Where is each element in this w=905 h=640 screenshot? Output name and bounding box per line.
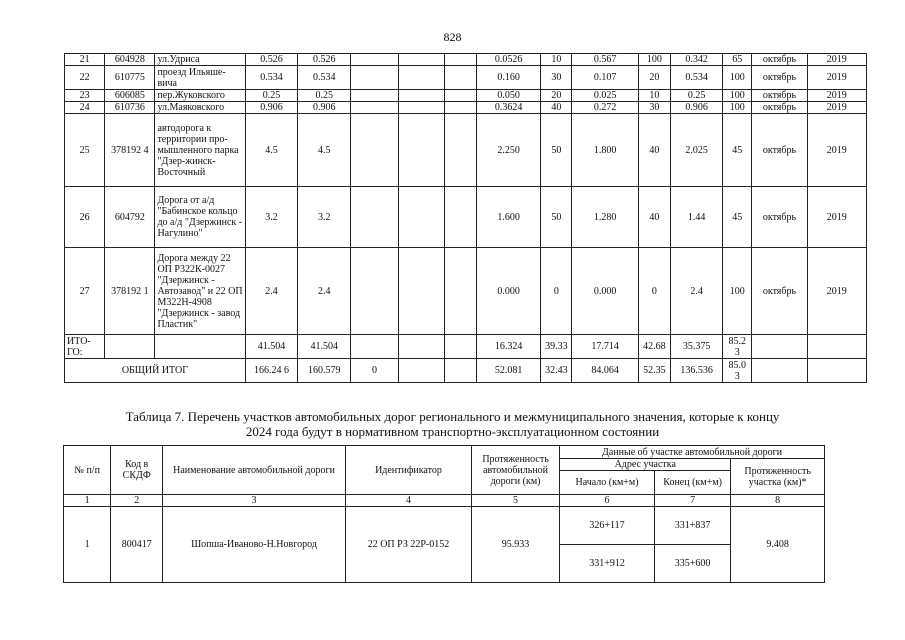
skdf-code: 610736 bbox=[105, 102, 155, 114]
skdf-code: 378192 1 bbox=[105, 248, 155, 335]
col-13: 0.534 bbox=[670, 66, 722, 90]
col-14: 100 bbox=[723, 90, 752, 102]
col-6 bbox=[351, 248, 398, 335]
col-8 bbox=[444, 102, 476, 114]
header-start: Начало (км+м) bbox=[560, 471, 655, 495]
month: октябрь bbox=[752, 187, 807, 248]
col-13: 0.25 bbox=[670, 90, 722, 102]
total-row bbox=[65, 359, 867, 383]
header-section-data: Данные об участке автомобильной дороги bbox=[560, 446, 825, 459]
col-10: 50 bbox=[541, 114, 572, 187]
month: октябрь bbox=[752, 248, 807, 335]
col-6 bbox=[351, 187, 398, 248]
road-works-table bbox=[64, 53, 867, 383]
itogo-cell: 85.2 3 bbox=[723, 335, 752, 359]
col-9: 0.160 bbox=[477, 66, 541, 90]
row-number: 22 bbox=[65, 66, 105, 90]
col-4: 0.534 bbox=[245, 66, 297, 90]
col-12: 30 bbox=[638, 102, 670, 114]
col-7 bbox=[398, 54, 444, 66]
col-11: 0.000 bbox=[572, 248, 638, 335]
table-row bbox=[65, 102, 867, 114]
col-6 bbox=[351, 90, 398, 102]
road-name: проезд Ильяше-вича bbox=[155, 66, 245, 90]
col-5: 0.526 bbox=[298, 54, 351, 66]
col-13: 2.4 bbox=[670, 248, 722, 335]
row-end-2: 335+600 bbox=[654, 545, 730, 583]
col-11: 1.280 bbox=[572, 187, 638, 248]
col-9: 0.050 bbox=[477, 90, 541, 102]
month: октябрь bbox=[752, 114, 807, 187]
row-number: 26 bbox=[65, 187, 105, 248]
row-start-1: 326+117 bbox=[560, 507, 655, 545]
total-cell bbox=[444, 359, 476, 383]
total-cell: 166.24 6 bbox=[245, 359, 297, 383]
col-10: 20 bbox=[541, 90, 572, 102]
itogo-cell: 41.504 bbox=[245, 335, 297, 359]
row-road-length: 95.933 bbox=[471, 507, 559, 583]
skdf-code: 604792 bbox=[105, 187, 155, 248]
regional-roads-table bbox=[63, 445, 825, 583]
col-11: 1.800 bbox=[572, 114, 638, 187]
header-end: Конец (км+м) bbox=[654, 471, 730, 495]
col-10: 50 bbox=[541, 187, 572, 248]
itogo-cell bbox=[155, 335, 245, 359]
col-9: 0.000 bbox=[477, 248, 541, 335]
itogo-cell: 16.324 bbox=[477, 335, 541, 359]
col-5: 0.906 bbox=[298, 102, 351, 114]
month: октябрь bbox=[752, 66, 807, 90]
header-identifier: Идентификатор bbox=[346, 446, 472, 495]
header-num: № п/п bbox=[64, 446, 111, 495]
col-8 bbox=[444, 90, 476, 102]
header-address: Адрес участка bbox=[560, 459, 731, 471]
col-10: 10 bbox=[541, 54, 572, 66]
skdf-code: 610775 bbox=[105, 66, 155, 90]
column-number: 8 bbox=[731, 495, 825, 507]
year: 2019 bbox=[807, 102, 866, 114]
col-4: 2.4 bbox=[245, 248, 297, 335]
column-number: 5 bbox=[471, 495, 559, 507]
row-number: 24 bbox=[65, 102, 105, 114]
skdf-code: 606085 bbox=[105, 90, 155, 102]
header-road-length: Протяженность автомобильной дороги (км) bbox=[471, 446, 559, 495]
col-13: 1.44 bbox=[670, 187, 722, 248]
total-cell bbox=[807, 359, 866, 383]
itogo-cell bbox=[351, 335, 398, 359]
col-12: 10 bbox=[638, 90, 670, 102]
col-6 bbox=[351, 102, 398, 114]
col-11: 0.567 bbox=[572, 54, 638, 66]
col-8 bbox=[444, 54, 476, 66]
col-7 bbox=[398, 248, 444, 335]
col-5: 2.4 bbox=[298, 248, 351, 335]
col-12: 40 bbox=[638, 187, 670, 248]
total-cell: 85.0 3 bbox=[723, 359, 752, 383]
col-6 bbox=[351, 114, 398, 187]
row-identifier: 22 ОП РЗ 22Р-0152 bbox=[346, 507, 472, 583]
col-5: 0.25 bbox=[298, 90, 351, 102]
col-8 bbox=[444, 66, 476, 90]
col-11: 0.272 bbox=[572, 102, 638, 114]
road-name: ул.Удриса bbox=[155, 54, 245, 66]
table-row bbox=[65, 54, 867, 66]
row-section-length: 9.408 bbox=[731, 507, 825, 583]
total-cell: 0 bbox=[351, 359, 398, 383]
skdf-code: 378192 4 bbox=[105, 114, 155, 187]
col-14: 100 bbox=[723, 66, 752, 90]
year: 2019 bbox=[807, 187, 866, 248]
row-number: 23 bbox=[65, 90, 105, 102]
col-11: 0.025 bbox=[572, 90, 638, 102]
total-cell: 136.536 bbox=[670, 359, 722, 383]
caption-line-2: 2024 года будут в нормативном транспортно-эксплуатационном состоянии bbox=[245, 424, 660, 439]
col-14: 100 bbox=[723, 102, 752, 114]
month: октябрь bbox=[752, 90, 807, 102]
col-5: 3.2 bbox=[298, 187, 351, 248]
road-name: Дорога между 22 ОП Р322К-0027 "Дзержинск - Автозавод" и 22 ОП М322Н-4908 "Дзержинск - завод Пластик" bbox=[155, 248, 245, 335]
col-6 bbox=[351, 54, 398, 66]
col-10: 30 bbox=[541, 66, 572, 90]
column-number: 6 bbox=[560, 495, 655, 507]
table-row bbox=[65, 248, 867, 335]
col-12: 40 bbox=[638, 114, 670, 187]
itogo-cell bbox=[752, 335, 807, 359]
col-5: 4.5 bbox=[298, 114, 351, 187]
col-14: 45 bbox=[723, 114, 752, 187]
col-8 bbox=[444, 114, 476, 187]
itogo-cell: 35.375 bbox=[670, 335, 722, 359]
col-13: 0.342 bbox=[670, 54, 722, 66]
year: 2019 bbox=[807, 54, 866, 66]
itogo-label: ИТО-ГО: bbox=[65, 335, 105, 359]
column-number: 2 bbox=[111, 495, 163, 507]
total-cell bbox=[398, 359, 444, 383]
year: 2019 bbox=[807, 114, 866, 187]
header-code: Код в СКДФ bbox=[111, 446, 163, 495]
col-4: 0.526 bbox=[245, 54, 297, 66]
column-number: 3 bbox=[163, 495, 346, 507]
col-13: 2.025 bbox=[670, 114, 722, 187]
col-7 bbox=[398, 102, 444, 114]
total-cell: 32.43 bbox=[541, 359, 572, 383]
col-8 bbox=[444, 187, 476, 248]
year: 2019 bbox=[807, 248, 866, 335]
column-number: 1 bbox=[64, 495, 111, 507]
header-name: Наименование автомобильной дороги bbox=[163, 446, 346, 495]
col-4: 0.25 bbox=[245, 90, 297, 102]
col-11: 0.107 bbox=[572, 66, 638, 90]
col-13: 0.906 bbox=[670, 102, 722, 114]
itogo-cell bbox=[444, 335, 476, 359]
col-8 bbox=[444, 248, 476, 335]
col-5: 0.534 bbox=[298, 66, 351, 90]
row-end-1: 331+837 bbox=[654, 507, 730, 545]
table-row bbox=[65, 114, 867, 187]
row-number: 27 bbox=[65, 248, 105, 335]
col-9: 0.3624 bbox=[477, 102, 541, 114]
month: октябрь bbox=[752, 54, 807, 66]
skdf-code: 604928 bbox=[105, 54, 155, 66]
total-label: ОБЩИЙ ИТОГ bbox=[65, 359, 246, 383]
year: 2019 bbox=[807, 66, 866, 90]
col-12: 20 bbox=[638, 66, 670, 90]
table-row bbox=[65, 66, 867, 90]
row-number: 21 bbox=[65, 54, 105, 66]
total-cell bbox=[752, 359, 807, 383]
itogo-cell bbox=[398, 335, 444, 359]
col-9: 2.250 bbox=[477, 114, 541, 187]
itogo-cell: 42.68 bbox=[638, 335, 670, 359]
col-7 bbox=[398, 114, 444, 187]
column-number: 4 bbox=[346, 495, 472, 507]
header-section-length: Протяженность участка (км)* bbox=[731, 459, 825, 495]
road-name: Дорога от а/д "Бабинское кольцо до а/д "Дзержинск - Нагулино" bbox=[155, 187, 245, 248]
col-4: 0.906 bbox=[245, 102, 297, 114]
itogo-cell bbox=[807, 335, 866, 359]
row-number: 25 bbox=[65, 114, 105, 187]
col-14: 100 bbox=[723, 248, 752, 335]
total-cell: 160.579 bbox=[298, 359, 351, 383]
row-code: 800417 bbox=[111, 507, 163, 583]
itogo-cell bbox=[105, 335, 155, 359]
road-name: ул.Маяковского bbox=[155, 102, 245, 114]
row-num: 1 bbox=[64, 507, 111, 583]
col-4: 4.5 bbox=[245, 114, 297, 187]
month: октябрь bbox=[752, 102, 807, 114]
total-cell: 84.064 bbox=[572, 359, 638, 383]
table-row bbox=[65, 187, 867, 248]
itogo-cell: 17.714 bbox=[572, 335, 638, 359]
col-7 bbox=[398, 66, 444, 90]
col-9: 0.0526 bbox=[477, 54, 541, 66]
col-10: 0 bbox=[541, 248, 572, 335]
col-9: 1.600 bbox=[477, 187, 541, 248]
col-12: 0 bbox=[638, 248, 670, 335]
year: 2019 bbox=[807, 90, 866, 102]
itogo-row bbox=[65, 335, 867, 359]
col-7 bbox=[398, 90, 444, 102]
itogo-cell: 39.33 bbox=[541, 335, 572, 359]
col-14: 45 bbox=[723, 187, 752, 248]
row-start-2: 331+912 bbox=[560, 545, 655, 583]
road-name: автодорога к территории про-мышленного парка "Дзер-жинск-Восточный bbox=[155, 114, 245, 187]
total-cell: 52.081 bbox=[477, 359, 541, 383]
col-7 bbox=[398, 187, 444, 248]
road-name: пер.Жуковского bbox=[155, 90, 245, 102]
table7-caption bbox=[40, 409, 865, 439]
col-12: 100 bbox=[638, 54, 670, 66]
caption-line-1: Таблица 7. Перечень участков автомобильных дорог регионального и межмуниципального значения, которые к концу bbox=[125, 409, 780, 424]
col-10: 40 bbox=[541, 102, 572, 114]
col-6 bbox=[351, 66, 398, 90]
itogo-cell: 41.504 bbox=[298, 335, 351, 359]
row-road-name: Шопша-Иваново-Н.Новгород bbox=[163, 507, 346, 583]
total-cell: 52.35 bbox=[638, 359, 670, 383]
col-14: 65 bbox=[723, 54, 752, 66]
col-4: 3.2 bbox=[245, 187, 297, 248]
column-number: 7 bbox=[654, 495, 730, 507]
table-row bbox=[65, 90, 867, 102]
page-number: 828 bbox=[443, 30, 462, 44]
